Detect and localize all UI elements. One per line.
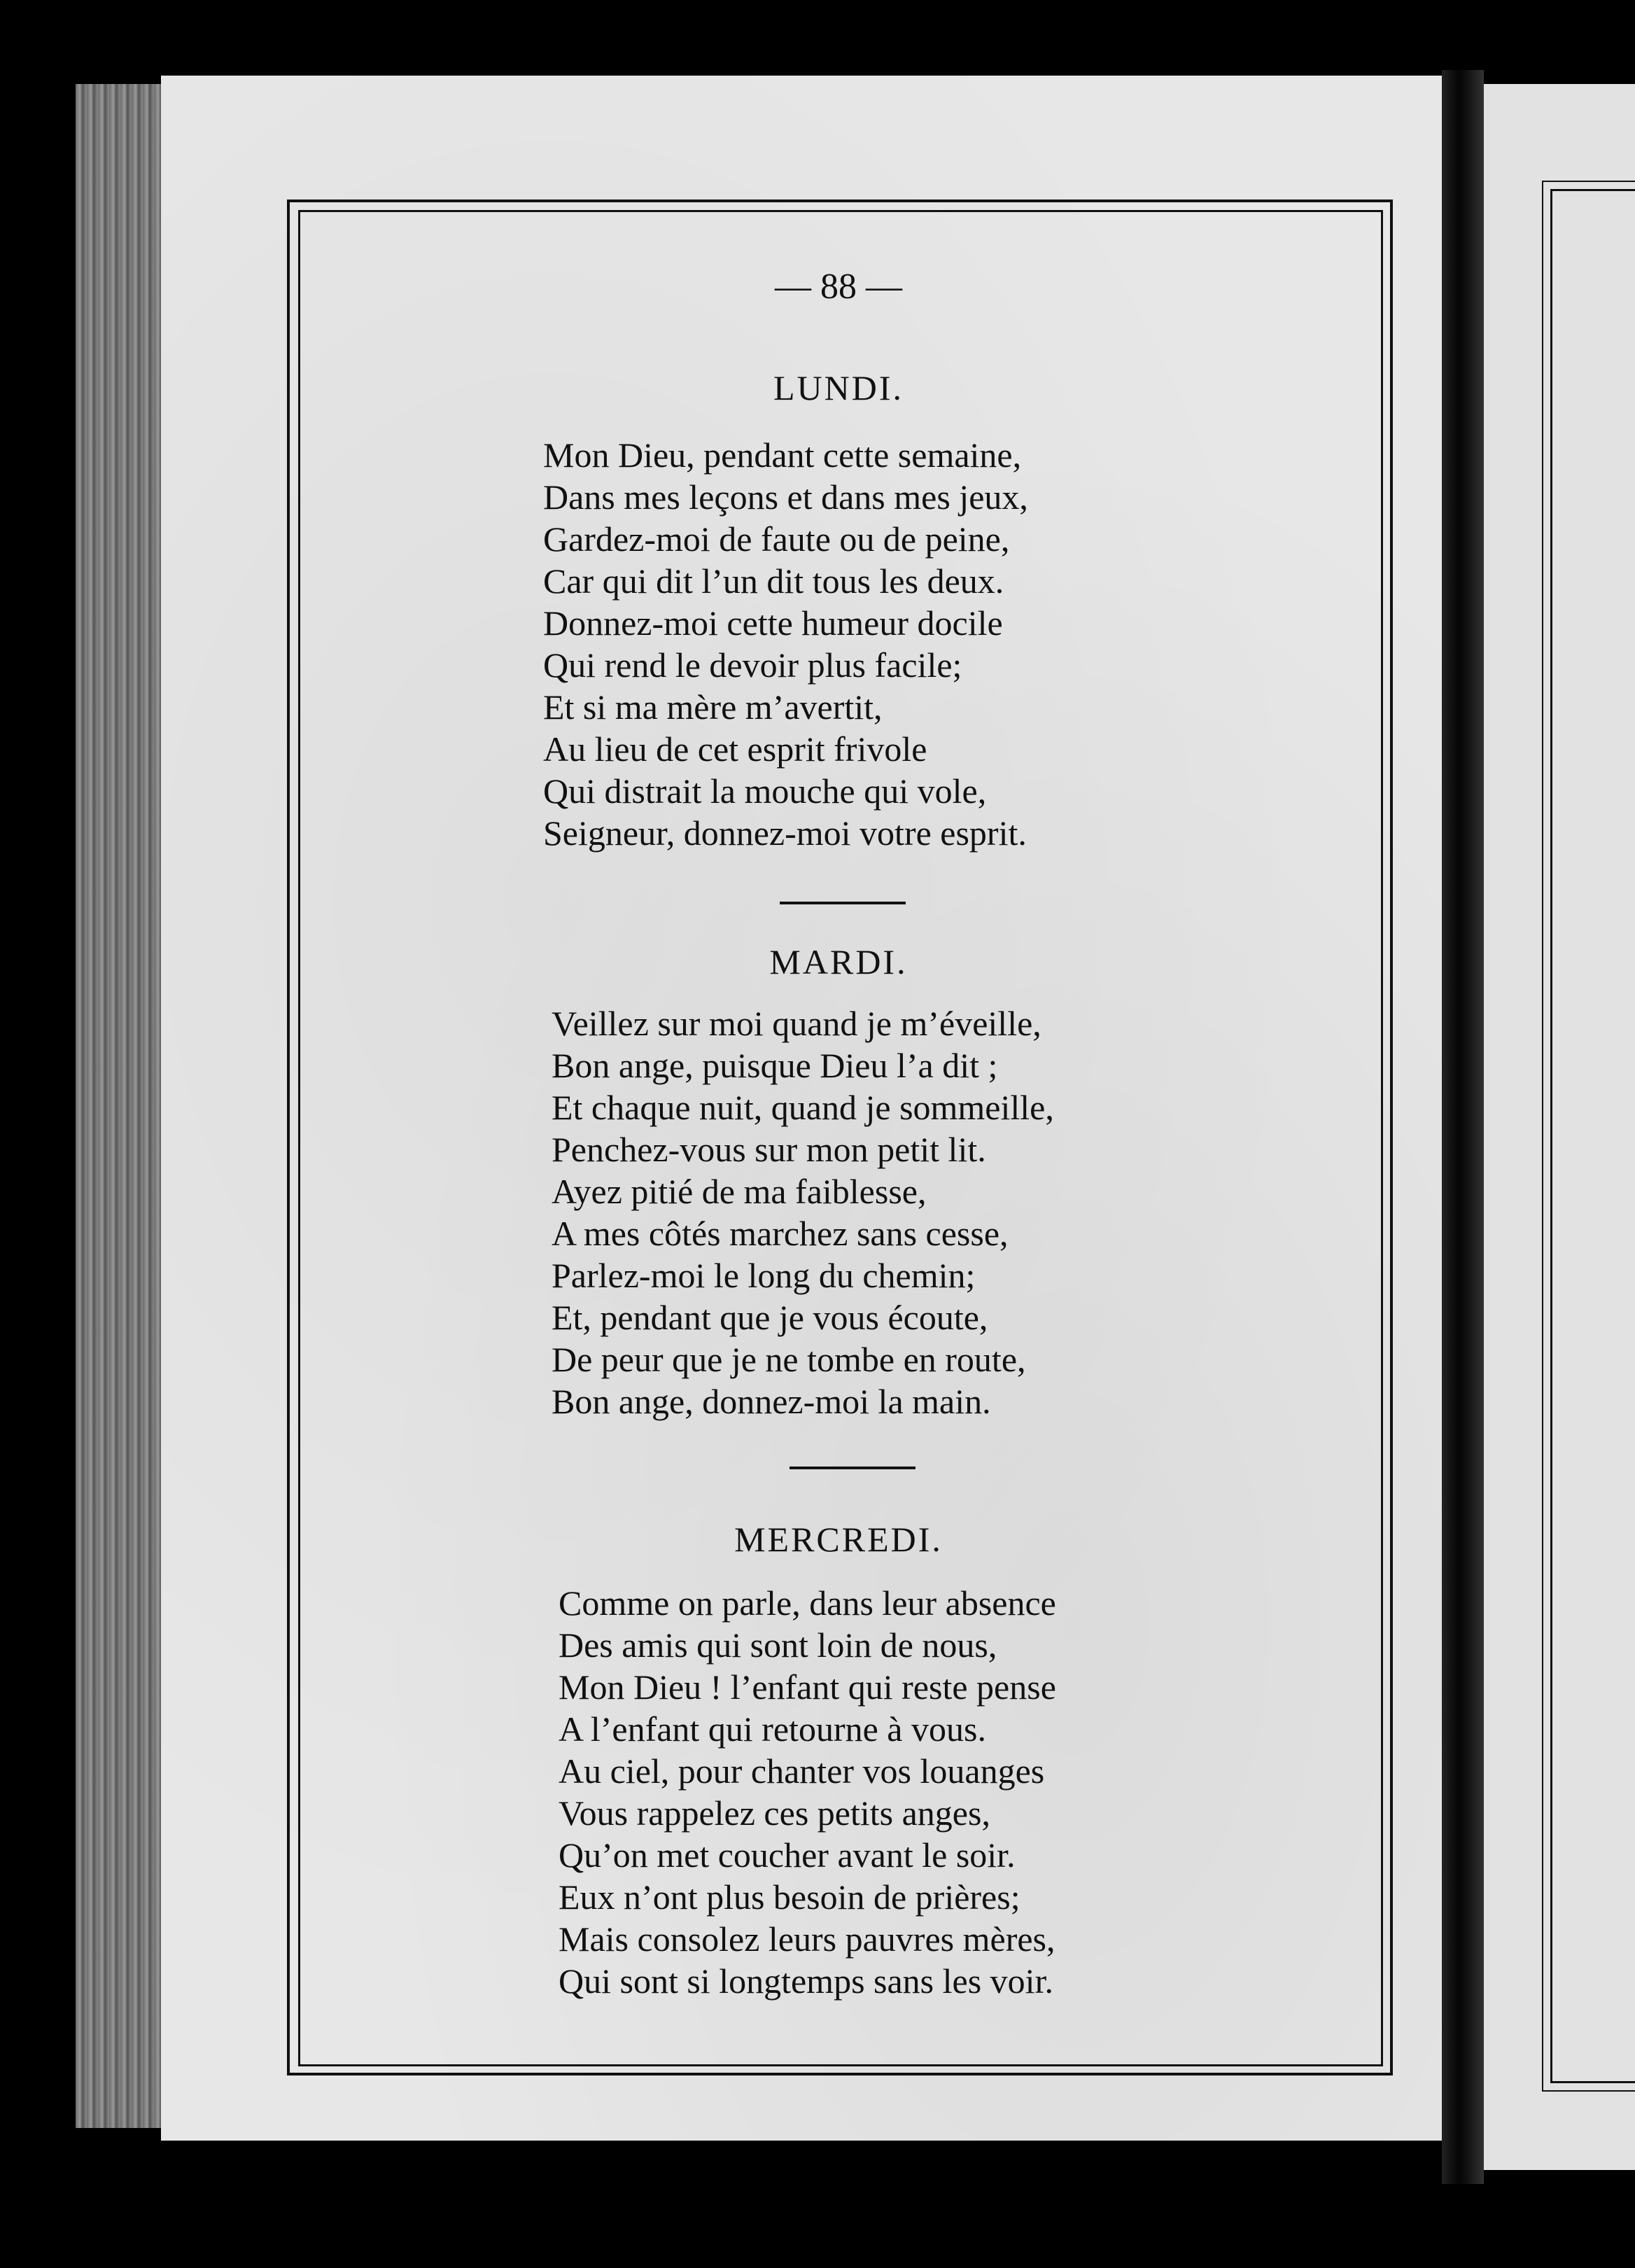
verse-line: Et chaque nuit, quand je sommeille,: [552, 1088, 1054, 1127]
page-number: — 88 —: [775, 267, 902, 307]
verse-line: Vous rappelez ces petits anges,: [559, 1793, 990, 1833]
verse-line: Gardez-moi de faute ou de peine,: [543, 519, 1010, 559]
verse-line: Penchez-vous sur mon petit lit.: [552, 1130, 986, 1169]
section-divider: [780, 902, 906, 904]
page-content: [298, 210, 1379, 2062]
verse-mercredi: [559, 1582, 1188, 2002]
verse-line: Mon Dieu, pendant cette semaine,: [543, 435, 1022, 475]
verse-line: Au ciel, pour chanter vos louanges: [559, 1751, 1045, 1791]
verse-line: Bon ange, donnez-moi la main.: [552, 1382, 991, 1421]
verse-line: Au lieu de cet esprit frivole: [543, 729, 927, 769]
verse-line: Mais consolez leurs pauvres mères,: [559, 1919, 1055, 1959]
verse-line: A mes côtés marchez sans cesse,: [552, 1214, 1009, 1253]
verse-line: Ayez pitié de ma faiblesse,: [552, 1172, 927, 1211]
verse-line: Et si ma mère m’avertit,: [543, 687, 883, 727]
verse-line: Qu’on met coucher avant le soir.: [559, 1835, 1016, 1875]
section-title-mercredi: MERCREDI.: [734, 1520, 943, 1559]
section-title-mardi: MARDI.: [769, 942, 908, 981]
verse-line: Qui rend le devoir plus facile;: [543, 645, 962, 685]
verse-lundi: [543, 434, 1173, 854]
verse-line: Des amis qui sont loin de nous,: [559, 1625, 997, 1665]
verse-line: Qui distrait la mouche qui vole,: [543, 771, 987, 811]
section-divider: [790, 1466, 915, 1469]
verse-line: Comme on parle, dans leur absence: [559, 1583, 1056, 1623]
verse-line: Bon ange, puisque Dieu l’a dit ;: [552, 1046, 998, 1085]
verse-line: Parlez-moi le long du chemin;: [552, 1256, 976, 1295]
verse-line: De peur que je ne tombe en route,: [552, 1340, 1026, 1379]
verse-line: Dans mes leçons et dans mes jeux,: [543, 477, 1028, 517]
verse-line: Eux n’ont plus besoin de prières;: [559, 1877, 1020, 1917]
book-gutter: [1442, 70, 1484, 2184]
verse-mardi: [552, 1002, 1181, 1422]
verse-line: Mon Dieu ! l’enfant qui reste pense: [559, 1667, 1056, 1707]
facing-page: [1473, 84, 1635, 2170]
facing-page-border: [1550, 189, 1635, 2083]
verse-line: Donnez-moi cette humeur docile: [543, 603, 1003, 643]
verse-line: Car qui dit l’un dit tous les deux.: [543, 561, 1004, 601]
section-title-lundi: LUNDI.: [773, 368, 904, 407]
verse-line: Qui sont si longtemps sans les voir.: [559, 1961, 1053, 2001]
verse-line: A l’enfant qui retourne à vous.: [559, 1709, 986, 1749]
verse-line: Veillez sur moi quand je m’éveille,: [552, 1004, 1041, 1043]
verse-line: Seigneur, donnez-moi votre esprit.: [543, 813, 1027, 853]
verse-line: Et, pendant que je vous écoute,: [552, 1298, 988, 1337]
